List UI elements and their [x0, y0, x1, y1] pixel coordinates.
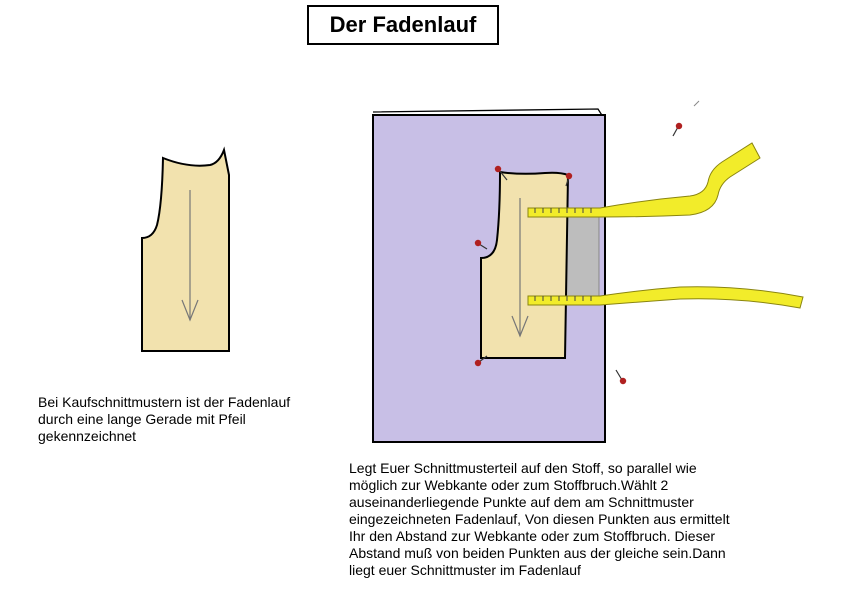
- pattern-piece-left: [142, 150, 229, 351]
- page-title: Der Fadenlauf: [307, 5, 499, 45]
- caption-left: [38, 394, 348, 445]
- caption-bottom-line: möglich zur Webkante oder zum Stoffbruch.Wählt 2: [349, 477, 669, 493]
- caption-left-line: gekennzeichnet: [38, 428, 137, 444]
- pin-icon: [673, 123, 682, 136]
- pin-icon: [616, 370, 626, 384]
- caption-bottom-line: auseinanderliegende Punkte auf dem am Schnittmuster: [349, 494, 694, 510]
- selvedge-strip: [565, 213, 599, 300]
- caption-bottom-line: eingezeichneten Fadenlauf, Von diesen Punkten aus ermittelt: [349, 511, 730, 527]
- caption-left-line: durch eine lange Gerade mit Pfeil: [38, 411, 246, 427]
- caption-bottom-line: Legt Euer Schnittmusterteil auf den Stoff, so parallel wie: [349, 460, 697, 476]
- caption-bottom: [349, 460, 809, 579]
- caption-bottom-line: Ihr den Abstand zur Webkante oder zum Stoffbruch. Dieser: [349, 528, 716, 544]
- caption-bottom-line: liegt euer Schnittmuster im Fadenlauf: [349, 562, 581, 578]
- caption-left-line: Bei Kaufschnittmustern ist der Fadenlauf: [38, 394, 291, 410]
- caption-bottom-line: Abstand muß von beiden Punkten aus der gleiche sein.Dann: [349, 545, 726, 561]
